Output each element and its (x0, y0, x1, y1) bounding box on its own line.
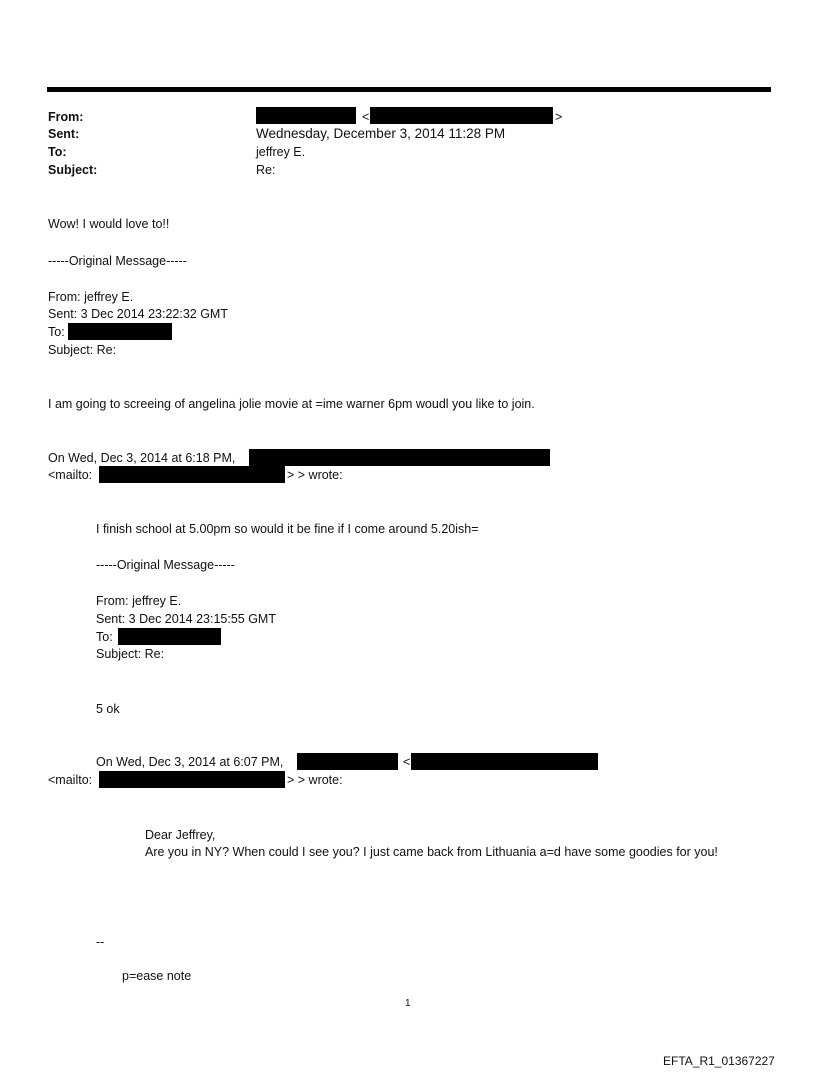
om2-to: To: (96, 630, 113, 644)
signature-note: p=ease note (122, 969, 192, 983)
page-number: 1 (405, 998, 411, 1009)
from-lt: < (362, 110, 370, 124)
from-label: From: (48, 110, 84, 124)
subject-value: Re: (256, 163, 276, 177)
original-message-divider: -----Original Message----- (96, 558, 235, 572)
to-label: To: (48, 145, 67, 159)
reply-text: Wow! I would love to!! (48, 217, 170, 231)
redaction-block (99, 771, 285, 788)
sent-value: Wednesday, December 3, 2014 11:28 PM (256, 126, 506, 141)
om2-subject: Subject: Re: (96, 647, 165, 661)
redaction-block (68, 323, 172, 340)
level2-text: I finish school at 5.00pm so would it be fine if I come around 5.20ish= (96, 522, 479, 536)
om1-to: To: (48, 325, 65, 339)
om1-subject: Subject: Re: (48, 343, 117, 357)
quote1-wrote: > > wrote: (287, 468, 343, 482)
header-rule (47, 87, 771, 92)
om2-sent: Sent: 3 Dec 2014 23:15:55 GMT (96, 612, 276, 626)
redaction-block (118, 628, 221, 645)
original-message-divider: -----Original Message----- (48, 254, 187, 268)
level3-text: Are you in NY? When could I see you? I just came back from Lithuania a=d have some goodies for you! (145, 845, 718, 859)
om2-text: 5 ok (96, 702, 120, 716)
signature-dashes: -- (96, 935, 105, 949)
om1-from: From: jeffrey E. (48, 290, 134, 304)
redaction-block (249, 449, 550, 466)
redaction-block (256, 107, 356, 124)
from-gt: > (555, 110, 563, 124)
redaction-block (297, 753, 398, 770)
quote2-wrote: > > wrote: (287, 773, 343, 787)
om2-from: From: jeffrey E. (96, 594, 182, 608)
quote2-lt: < (403, 755, 411, 769)
level3-greeting: Dear Jeffrey, (145, 828, 216, 842)
om1-sent: Sent: 3 Dec 2014 23:22:32 GMT (48, 307, 228, 321)
redaction-block (370, 107, 553, 124)
quote2-mailto: <mailto: (48, 773, 93, 787)
quote1-line1: On Wed, Dec 3, 2014 at 6:18 PM, (48, 451, 236, 465)
redaction-block (411, 753, 598, 770)
quote1-mailto: <mailto: (48, 468, 93, 482)
subject-label: Subject: (48, 163, 98, 177)
quote2-line1: On Wed, Dec 3, 2014 at 6:07 PM, (96, 755, 284, 769)
om1-text: I am going to screeing of angelina jolie movie at =ime warner 6pm woudl you like to join. (48, 397, 535, 411)
redaction-block (99, 466, 285, 483)
sent-label: Sent: (48, 127, 80, 141)
to-value: jeffrey E. (256, 145, 306, 159)
document-id: EFTA_R1_01367227 (663, 1054, 775, 1068)
